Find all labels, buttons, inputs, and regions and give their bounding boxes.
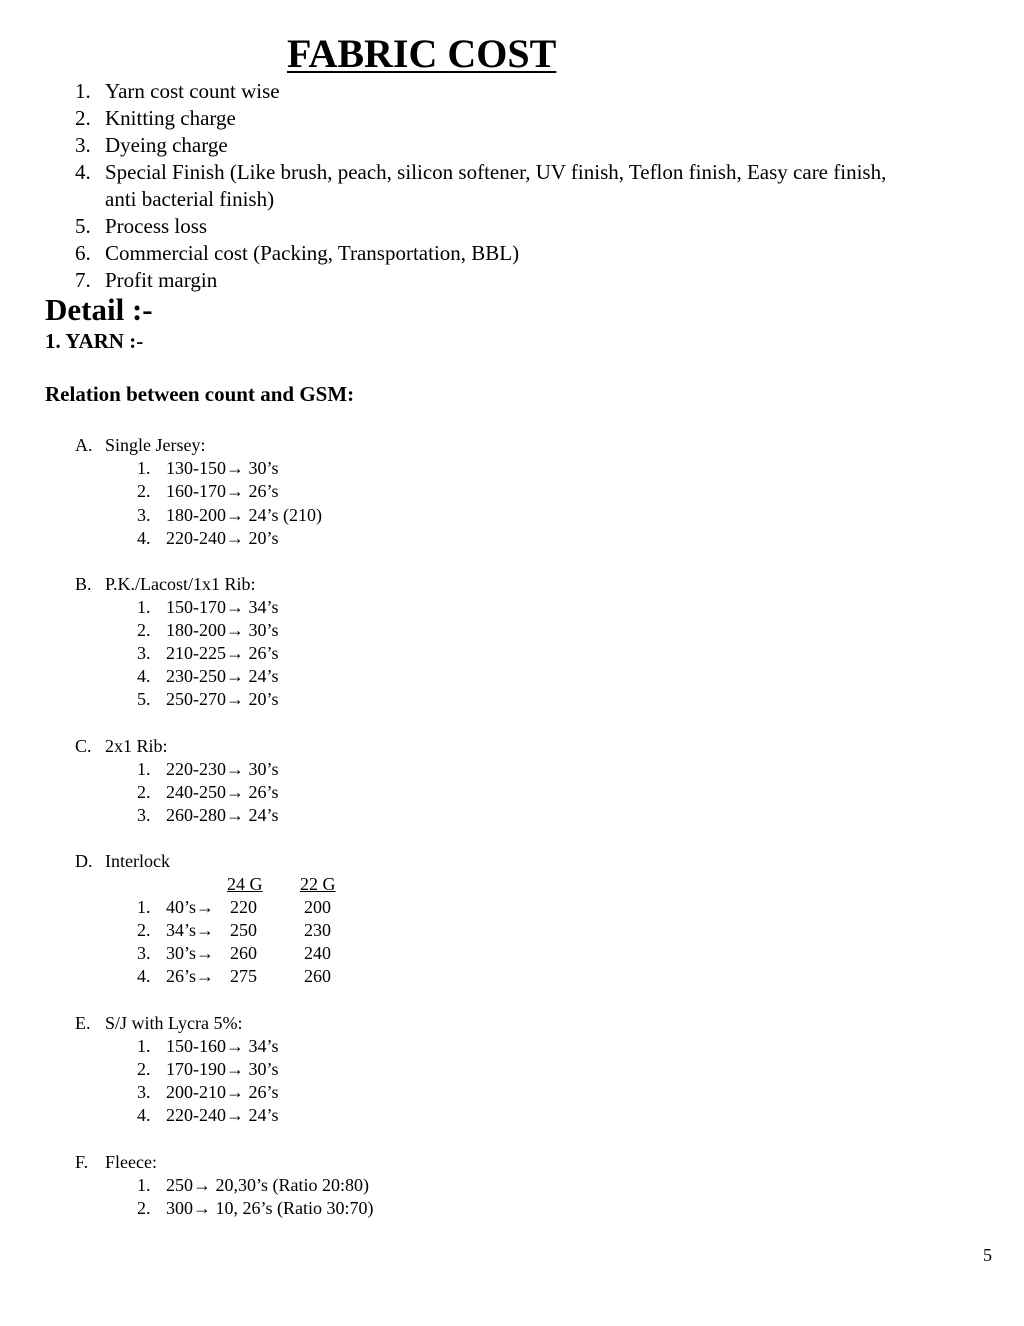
detail-heading: Detail :- (45, 292, 153, 327)
list-item: 130-150→ 30’s (166, 458, 279, 478)
list-item: 220-230→ 30’s (166, 759, 279, 779)
table-cell-count: 30’s→ (166, 943, 215, 963)
list-item: Commercial cost (Packing, Transportation, BBL) (105, 241, 520, 265)
list-item: 250-270→ 20’s (166, 689, 279, 709)
list-item: Profit margin (105, 268, 218, 292)
column-header-22g: 22 G (300, 874, 336, 894)
section-letter: B. (75, 574, 92, 594)
list-item: 180-200→ 30’s (166, 620, 279, 640)
list-item-number: 2. (137, 1198, 151, 1218)
table-cell-24g: 220 (230, 897, 257, 917)
table-cell-count: 40’s→ (166, 897, 215, 917)
section-label: Interlock (105, 851, 170, 871)
table-cell-24g: 275 (230, 966, 257, 986)
list-item-number: 3. (75, 133, 91, 157)
list-item: Process loss (105, 214, 208, 238)
list-item-number: 1. (137, 1036, 151, 1056)
list-item-number: 2. (137, 481, 151, 501)
table-cell-22g: 200 (304, 897, 331, 917)
list-item: Special Finish (Like brush, peach, silicon softener, UV finish, Teflon finish, Easy care finish, (105, 160, 887, 184)
list-item-continuation: anti bacterial finish) (105, 187, 275, 211)
list-item-number: 3. (137, 1082, 151, 1102)
list-item-number: 1. (137, 597, 151, 617)
section-label: P.K./Lacost/1x1 Rib: (105, 574, 256, 594)
section-label: S/J with Lycra 5%: (105, 1013, 243, 1033)
list-item-number: 4. (137, 666, 151, 686)
section-label: Single Jersey: (105, 435, 206, 455)
page-number: 5 (983, 1245, 992, 1265)
relation-heading: Relation between count and GSM: (45, 382, 355, 406)
list-item: 200-210→ 26’s (166, 1082, 279, 1102)
list-item: 180-200→ 24’s (210) (166, 505, 322, 525)
list-item: Dyeing charge (105, 133, 228, 157)
list-item-number: 2. (75, 106, 91, 130)
list-item-number: 2. (137, 1059, 151, 1079)
column-header-24g: 24 G (227, 874, 263, 894)
list-item-number: 7. (75, 268, 91, 292)
list-item-number: 5. (75, 214, 91, 238)
section-letter: A. (75, 435, 93, 455)
list-item: 260-280→ 24’s (166, 805, 279, 825)
list-item-number: 1. (137, 1175, 151, 1195)
list-item-number: 3. (137, 505, 151, 525)
list-item: 220-240→ 24’s (166, 1105, 279, 1125)
section-label: Fleece: (105, 1152, 157, 1172)
list-item-number: 1. (137, 759, 151, 779)
list-item-number: 4. (137, 1105, 151, 1125)
list-item-number: 5. (137, 689, 151, 709)
table-cell-count: 26’s→ (166, 966, 215, 986)
list-item: 170-190→ 30’s (166, 1059, 279, 1079)
list-item: 230-250→ 24’s (166, 666, 279, 686)
table-row-number: 3. (137, 943, 151, 963)
list-item: 300→ 10, 26’s (Ratio 30:70) (166, 1198, 374, 1218)
table-cell-22g: 230 (304, 920, 331, 940)
list-item-number: 2. (137, 782, 151, 802)
yarn-heading: 1. YARN :- (45, 329, 144, 353)
list-item-number: 3. (137, 643, 151, 663)
table-cell-22g: 260 (304, 966, 331, 986)
table-cell-24g: 250 (230, 920, 257, 940)
section-letter: C. (75, 736, 92, 756)
list-item-number: 1. (137, 458, 151, 478)
table-cell-22g: 240 (304, 943, 331, 963)
section-letter: F. (75, 1152, 89, 1172)
section-label: 2x1 Rib: (105, 736, 168, 756)
section-letter: E. (75, 1013, 91, 1033)
list-item-number: 3. (137, 805, 151, 825)
list-item: 210-225→ 26’s (166, 643, 279, 663)
list-item: Knitting charge (105, 106, 236, 130)
table-row-number: 2. (137, 920, 151, 940)
list-item: 150-160→ 34’s (166, 1036, 279, 1056)
list-item: 240-250→ 26’s (166, 782, 279, 802)
table-row-number: 4. (137, 966, 151, 986)
list-item: 250→ 20,30’s (Ratio 20:80) (166, 1175, 369, 1195)
table-cell-count: 34’s→ (166, 920, 215, 940)
list-item: Yarn cost count wise (105, 79, 280, 103)
list-item-number: 4. (137, 528, 151, 548)
table-cell-24g: 260 (230, 943, 257, 963)
list-item-number: 2. (137, 620, 151, 640)
list-item-number: 4. (75, 160, 91, 184)
list-item-number: 6. (75, 241, 91, 265)
list-item: 220-240→ 20’s (166, 528, 279, 548)
section-letter: D. (75, 851, 93, 871)
list-item: 160-170→ 26’s (166, 481, 279, 501)
list-item: 150-170→ 34’s (166, 597, 279, 617)
page-title: FABRIC COST (287, 31, 557, 76)
list-item-number: 1. (75, 79, 91, 103)
table-row-number: 1. (137, 897, 151, 917)
